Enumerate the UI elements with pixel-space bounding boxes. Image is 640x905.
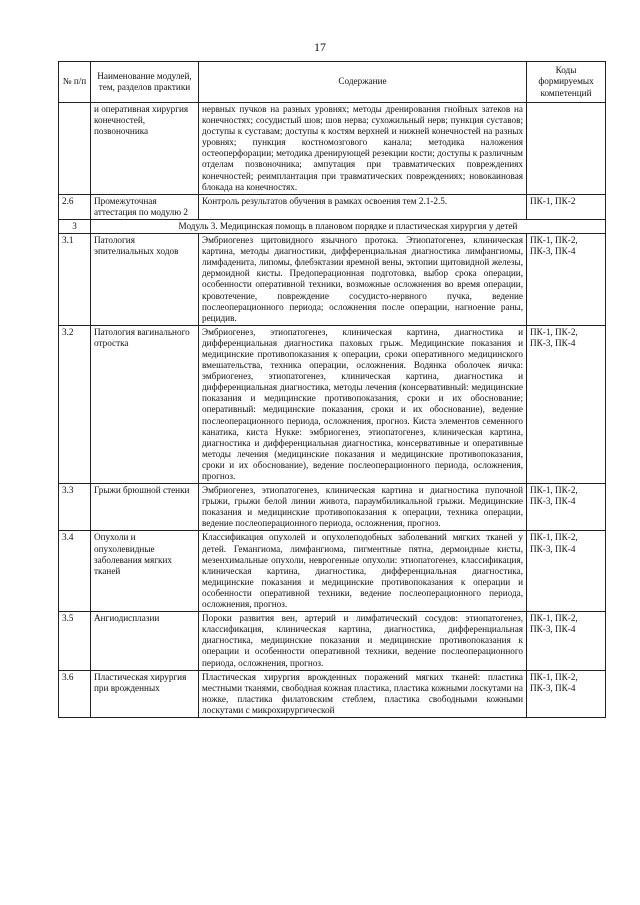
row-codes: ПК-1, ПК-2, ПК-3, ПК-4 [527,612,606,670]
row-name: Патология эпителиальных ходов [91,234,199,326]
header-num: № п/п [59,62,91,103]
row-content: Пластическая хирургия врожденных поражений мягких тканей: пластика местными тканями, свободная кожная пластика, пластика кожными лоскутами на ножке, пластика филатовским стеблем, пластика свободными кожными лоскутами с микрохирургической [199,670,527,717]
row-content: Эмбриогенез щитовидного язычного протока. Этиопатогенез, клиническая картина, методы диагностики, дифференциальная диагностика лимфангиомы, лимфаденита, липомы, флебэктазии яремной вены, эктопии щитовидной железы, дермоидной кисты. Предоперационная подготовка, выбор срока операции, особенности оперативной техники, возможные осложнения во время операции, кровотечение, повреждение сосудисто-нервного пучка, ведение послеоперационного периода; осложнения после операции, нагноение раны, рецидив. [199,234,527,326]
row-codes: ПК-1, ПК-2, ПК-3, ПК-4 [527,234,606,326]
table-row-3-1 [59,234,606,326]
row-name: Пластическая хирургия при врожденных [91,670,199,717]
row-content: Классификация опухолей и опухолеподобных заболеваний мягких тканей у детей. Гемангиома, лимфангиома, пигментные пятна, дермоидные кисты, мезенхимальные опухоли, неврогенные опухоли: этиопатогенез, классификация, клиническая картина, диагностика, дифференциальная диагностика, медицинские показания и медицинские противопоказания к операции и особенности оперативной техники, ведение послеоперационного периода, осложнения, прогноз. [199,531,527,612]
row-name: и оперативная хирургия конечностей, позвоночника [91,103,199,195]
row-codes: ПК-1, ПК-2, ПК-3, ПК-4 [527,484,606,531]
row-num: 3.3 [59,484,91,531]
table-row-3-2 [59,325,606,483]
row-name: Грыжи брюшной стенки [91,484,199,531]
row-name: Патология вагинального отростка [91,325,199,483]
header-row [59,62,606,103]
curriculum-table [58,61,606,718]
row-num: 3.5 [59,612,91,670]
row-name: Опухоли и опухолевидные заболевания мягких тканей [91,531,199,612]
table-row-3-5 [59,612,606,670]
row-num: 3.1 [59,234,91,326]
row-codes: ПК-1, ПК-2 [527,194,606,219]
row-content: Пороки развития вен, артерий и лимфатический сосудов: этиопатогенез, классификация, клиническая картина, диагностика, дифференциальная диагностика, медицинские показания и медицинские противопоказания к операции и особенности оперативной техники, ведение послеоперационного периода, осложнения, прогноз. [199,612,527,670]
table-row-2-6 [59,194,606,219]
row-num: 3.6 [59,670,91,717]
row-name: Ангиодисплазии [91,612,199,670]
row-codes: ПК-1, ПК-2, ПК-3, ПК-4 [527,325,606,483]
table-row-3-3 [59,484,606,531]
row-num: 3.2 [59,325,91,483]
row-content: Контроль результатов обучения в рамках освоения тем 2.1-2.5. [199,194,527,219]
header-codes: Коды формируемых компетенций [527,62,606,103]
row-content: нервных пучков на разных уровнях; методы дренирования гнойных затеков на конечностях; сосудистый шов; шов нерва; сухожильный нерв; пункция суставов; доступы к суставам; доступы к костям верхней и нижней конечностей на разных уровнях; пункция костномозгового канала; методика наложения остеоперфорации; методика дренирующей резекции кости; доступы к различным отделам позвоночника; ампутация при травматических повреждениях конечностей; реимплантация при травматических повреждениях; новокаиновая блокада на конечностях. [199,103,527,195]
module-row [59,219,606,233]
header-name: Наименование модулей, тем, разделов практики [91,62,199,103]
row-num: 2.6 [59,194,91,219]
table-row-3-4 [59,531,606,612]
module-num: 3 [59,219,91,233]
row-num: 3.4 [59,531,91,612]
row-num [59,103,91,195]
row-codes: ПК-1, ПК-2, ПК-3, ПК-4 [527,670,606,717]
row-content: Эмбриогенез, этиопатогенез, клиническая картина, диагностика и дифференциальная диагностика паховых грыж. Медицинские показания и медицинские противопоказания к операции, сроки оперативного медицинского вмешательства, техника операции, осложнения. Водянка оболочек яичка: эмбриогенез, этиопатогенез, клиническая картина, диагностика и дифференциальная диагностика, методы лечения (консервативный: медицинские показания и медицинские противопоказания, сроки и их обоснование; оперативный: медицинские показания, сроки и их обоснование), ведение послеоперационного периода, осложнения, прогноз. Киста элементов семенного канатика, киста Нукке: эмбриогенез, этиопатогенез, клиническая картина, диагностика и дифференциальная диагностика, консервативные и оперативные методы лечения (медицинские показания и медицинские противопоказания, сроки и их обоснование), ведение послеоперационного периода, осложнения, прогноз. [199,325,527,483]
module-title: Модуль 3. Медицинская помощь в плановом порядке и пластическая хирургия у детей [91,219,606,233]
row-content: Эмбриогенез, этиопатогенез, клиническая картина и диагностика пупочной грыжи, грыжи белой линии живота, параумбиликальной грыжи. Медицинские показания и медицинские противопоказания к операции, техника операции, ведение послеоперационного периода, осложнения, прогноз. [199,484,527,531]
table-row-continued [59,103,606,195]
row-codes: ПК-1, ПК-2, ПК-3, ПК-4 [527,531,606,612]
row-codes [527,103,606,195]
table-row-3-6 [59,670,606,717]
row-name: Промежуточная аттестация по модулю 2 [91,194,199,219]
header-content: Содержание [199,62,527,103]
page-number: 17 [314,40,326,54]
